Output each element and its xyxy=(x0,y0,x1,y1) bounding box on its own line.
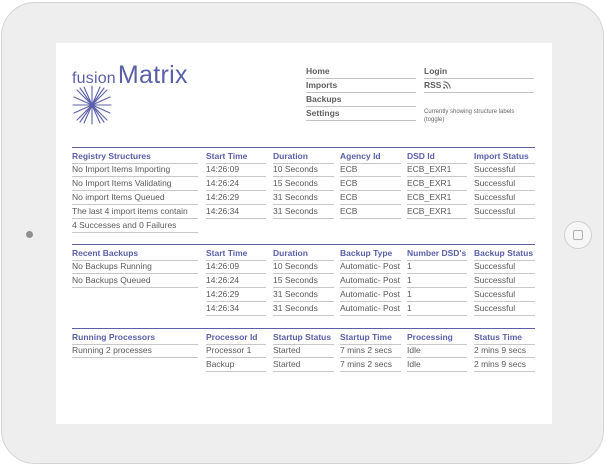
table-cell: 2 mins 9 secs xyxy=(474,344,535,358)
table-row xyxy=(72,344,535,358)
table-cell: No Backups Queued xyxy=(72,274,198,288)
table-cell: Successful xyxy=(474,205,535,219)
logo-word-matrix: Matrix xyxy=(117,61,188,89)
nav-secondary xyxy=(424,65,534,93)
table-cell: 1 xyxy=(407,302,467,316)
table-cell: 14:26:24 xyxy=(206,177,266,191)
table-cell: Successful xyxy=(474,302,535,316)
table-header-row xyxy=(72,328,535,342)
table-cell: ECB xyxy=(340,191,401,205)
table-cell: Successful xyxy=(474,260,535,274)
column-header: Registry Structures xyxy=(72,150,198,164)
table-cell: Processor 1 xyxy=(206,344,266,358)
nav-main xyxy=(306,65,416,121)
nav-backups[interactable]: Backups xyxy=(306,93,416,107)
table-cell: Successful xyxy=(474,191,535,205)
table-cell: ECB xyxy=(340,177,401,191)
table-row xyxy=(72,205,535,219)
recent-backups-table xyxy=(72,244,535,316)
home-square-icon xyxy=(573,230,583,240)
nav-rss-label: RSS xyxy=(424,80,442,90)
table-cell: 14:26:29 xyxy=(206,191,266,205)
table-cell: 2 mins 9 secs xyxy=(474,358,535,372)
table-cell: Successful xyxy=(474,274,535,288)
table-cell: Automatic- Post xyxy=(340,302,401,316)
table-cell xyxy=(72,288,198,302)
table-cell: 14:26:24 xyxy=(206,274,266,288)
table-header-row xyxy=(72,244,535,258)
nav-imports[interactable]: Imports xyxy=(306,79,416,93)
column-header: Start Time xyxy=(206,150,266,164)
column-header: Status Time xyxy=(474,331,535,345)
column-header: Backup Status xyxy=(474,247,535,261)
nav-rss[interactable] xyxy=(424,79,534,93)
table-row xyxy=(72,288,535,302)
table-cell: Successful xyxy=(474,288,535,302)
table-cell: Automatic- Post xyxy=(340,274,401,288)
column-header: Number DSD's xyxy=(407,247,467,261)
table-cell: 15 Seconds xyxy=(273,274,334,288)
column-header: Backup Type xyxy=(340,247,401,261)
table-cell: 10 Seconds xyxy=(273,260,334,274)
table-cell: Successful xyxy=(474,163,535,177)
table-cell: Idle xyxy=(407,358,467,372)
column-header: Duration xyxy=(273,247,334,261)
table-cell xyxy=(340,219,401,233)
table-row xyxy=(72,302,535,316)
table-cell: Started xyxy=(273,344,334,358)
running-processors-table xyxy=(72,328,535,372)
table-row xyxy=(72,163,535,177)
table-cell: Idle xyxy=(407,344,467,358)
table-cell: 31 Seconds xyxy=(273,288,334,302)
table-cell: 31 Seconds xyxy=(273,191,334,205)
table-cell: Automatic- Post xyxy=(340,288,401,302)
table-cell: The last 4 import items contain xyxy=(72,205,198,219)
column-header: Running Processors xyxy=(72,331,198,345)
table-row xyxy=(72,274,535,288)
table-cell: 31 Seconds xyxy=(273,302,334,316)
starburst-logo-icon xyxy=(72,85,112,125)
table-cell: 1 xyxy=(407,274,467,288)
table-cell xyxy=(474,219,535,233)
table-cell: No Import Items Importing xyxy=(72,163,198,177)
table-row xyxy=(72,358,535,372)
table-cell xyxy=(72,302,198,316)
table-cell: 7 mins 2 secs xyxy=(340,344,401,358)
table-cell: ECB xyxy=(340,163,401,177)
column-header: Recent Backups xyxy=(72,247,198,261)
table-cell: 14:26:09 xyxy=(206,260,266,274)
structure-labels-toggle[interactable]: Currently showing structure labels (toggle) xyxy=(424,109,515,123)
table-cell: Successful xyxy=(474,177,535,191)
home-button[interactable] xyxy=(564,221,592,249)
column-header: DSD Id xyxy=(407,150,467,164)
table-cell: ECB_EXR1 xyxy=(407,205,467,219)
table-row xyxy=(72,260,535,274)
rss-icon xyxy=(443,81,451,89)
column-header: Startup Status xyxy=(273,331,334,345)
table-cell: Running 2 processes xyxy=(72,344,198,358)
nav-login[interactable]: Login xyxy=(424,65,534,79)
table-cell: ECB_EXR1 xyxy=(407,163,467,177)
screen xyxy=(56,43,552,424)
nav-settings[interactable]: Settings xyxy=(306,107,416,121)
nav-home[interactable]: Home xyxy=(306,65,416,79)
table-header-row xyxy=(72,147,535,161)
column-header: Import Status xyxy=(474,150,535,164)
table-cell: 14:26:34 xyxy=(206,205,266,219)
table-cell: 10 Seconds xyxy=(273,163,334,177)
table-cell xyxy=(72,358,198,372)
table-row xyxy=(72,219,535,233)
column-header: Processor Id xyxy=(206,331,266,345)
logo-word-fusion: fusion xyxy=(72,70,116,87)
table-cell: Backup xyxy=(206,358,266,372)
table-cell: 7 mins 2 secs xyxy=(340,358,401,372)
column-header: Duration xyxy=(273,150,334,164)
column-header: Startup Time xyxy=(340,331,401,345)
table-cell: 1 xyxy=(407,288,467,302)
column-header: Agency Id xyxy=(340,150,401,164)
table-cell: 1 xyxy=(407,260,467,274)
table-row xyxy=(72,191,535,205)
table-cell: No import Items Queued xyxy=(72,191,198,205)
table-cell: No Import Items Validating xyxy=(72,177,198,191)
table-cell xyxy=(273,219,334,233)
table-cell: ECB_EXR1 xyxy=(407,177,467,191)
table-cell: 14:26:34 xyxy=(206,302,266,316)
table-cell: Started xyxy=(273,358,334,372)
table-cell: Automatic- Post xyxy=(340,260,401,274)
table-cell: 14:26:09 xyxy=(206,163,266,177)
camera-dot xyxy=(26,231,33,238)
registry-structures-table xyxy=(72,147,535,233)
table-cell: No Backups Running xyxy=(72,260,198,274)
table-cell xyxy=(407,219,467,233)
column-header: Processing xyxy=(407,331,467,345)
table-cell: 15 Seconds xyxy=(273,177,334,191)
table-cell xyxy=(206,219,266,233)
table-cell: 4 Successes and 0 Failures xyxy=(72,219,198,233)
table-row xyxy=(72,177,535,191)
column-header: Start Time xyxy=(206,247,266,261)
table-cell: 14:26:29 xyxy=(206,288,266,302)
table-cell: ECB xyxy=(340,205,401,219)
table-cell: 31 Seconds xyxy=(273,205,334,219)
table-cell: ECB_EXR1 xyxy=(407,191,467,205)
